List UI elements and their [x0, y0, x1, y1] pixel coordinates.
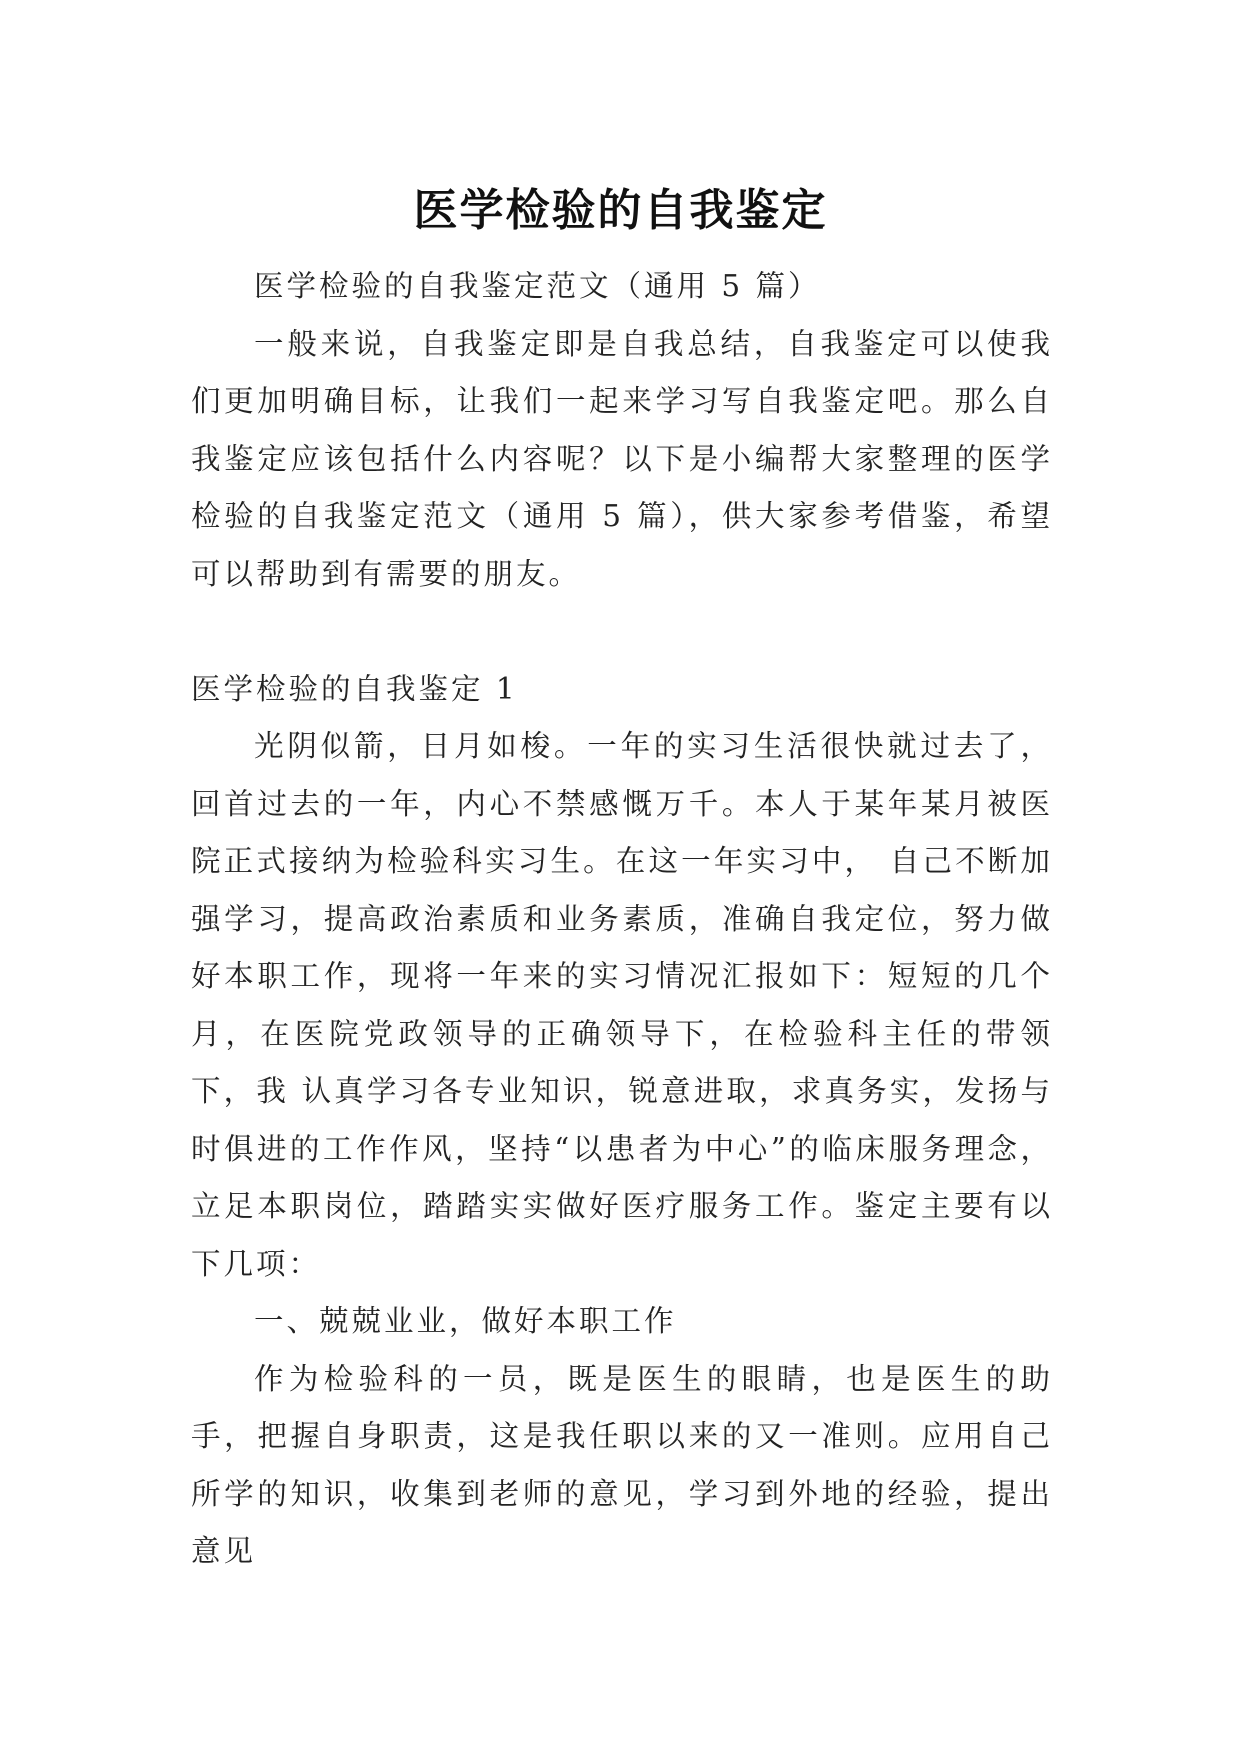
- document-title: 医学检验的自我鉴定: [413, 185, 828, 237]
- list-item-heading: 一、兢兢业业，做好本职工作: [254, 1304, 677, 1338]
- body-paragraph: 光阴似箭，日月如梭。一年的实习生活很快就过去了，回首过去的一年，内心不禁感慨万千。本人于某年某月被医院正式接纳为检验科实习生。在这一年实习中， 自己不断加强学习，提高政治素质和业务素质，准确自我定位，努力做好本职工作，现将一年来的实习情况汇报如下：短短的几个月，在医院党政领导的正确领导下，在检验科主任的带领下，我 认真学习各专业知识，锐意进取，求真务实，发扬与时俱进的工作作风，坚持“以患者为中心”的临床服务理念，立足本职岗位，踏踏实实做好医疗服务工作。鉴定主要有以下几项：: [191, 729, 1053, 1281]
- document-body: [191, 258, 1053, 1581]
- paragraph-gap: [191, 603, 1053, 661]
- document-subtitle: 医学检验的自我鉴定范文（通用 5 篇）: [254, 269, 821, 303]
- intro-paragraph: 一般来说，自我鉴定即是自我总结，自我鉴定可以使我们更加明确目标，让我们一起来学习写自我鉴定吧。那么自我鉴定应该包括什么内容呢？以下是小编帮大家整理的医学检验的自我鉴定范文（通用 5 篇），供大家参考借鉴，希望可以帮助到有需要的朋友。: [191, 326, 1053, 591]
- body-paragraph: 作为检验科的一员，既是医生的眼睛，也是医生的助手，把握自身职责，这是我任职以来的又一准则。应用自己所学的知识，收集到老师的意见，学习到外地的经验，提出意见: [191, 1361, 1053, 1568]
- section-heading: 医学检验的自我鉴定 1: [191, 671, 518, 706]
